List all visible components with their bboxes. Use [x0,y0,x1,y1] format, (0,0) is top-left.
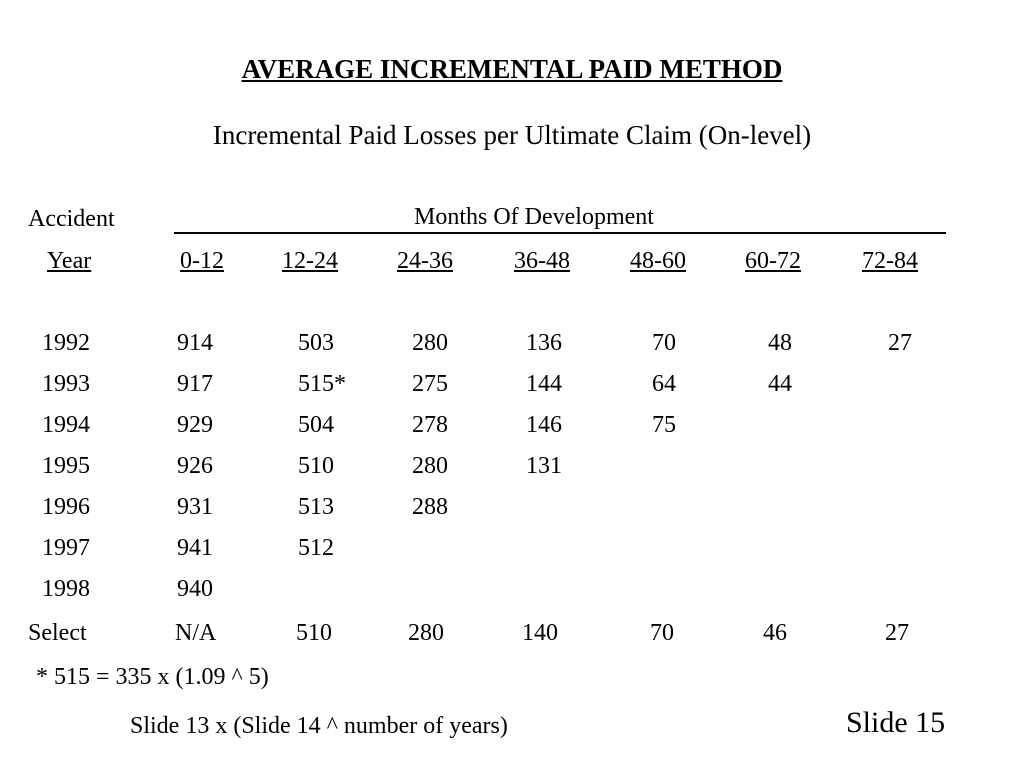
select-label: Select [28,620,87,646]
table-cell: 288 [412,494,448,520]
select-cell: 46 [763,620,787,646]
table-cell: 136 [526,330,562,356]
column-header: 36-48 [514,248,570,274]
table-cell: 504 [298,412,334,438]
table-cell: 503 [298,330,334,356]
column-header: 72-84 [862,248,918,274]
year-header: Year [47,248,92,274]
table-cell: 275 [412,371,448,397]
accident-year: 1993 [42,371,90,397]
table-cell: 280 [412,453,448,479]
table-cell: 929 [177,412,213,438]
table-cell: 27 [888,330,912,356]
months-header-rule [174,232,946,234]
accident-year: 1997 [42,535,90,561]
page-title: AVERAGE INCREMENTAL PAID METHOD [241,54,783,84]
table-cell: 941 [177,535,213,561]
table-cell: 914 [177,330,213,356]
accident-header: Accident [28,206,115,232]
table-cell: 144 [526,371,562,397]
table-cell: 926 [177,453,213,479]
table-cell: 510 [298,453,334,479]
column-header: 24-36 [397,248,453,274]
column-header: 12-24 [282,248,338,274]
select-cell: 510 [296,620,332,646]
table-cell: 278 [412,412,448,438]
table-cell: 940 [177,576,213,602]
table-cell: 280 [412,330,448,356]
column-header: 0-12 [180,248,224,274]
accident-year: 1995 [42,453,90,479]
column-header: 60-72 [745,248,801,274]
select-cell: 280 [408,620,444,646]
slide-number: Slide 15 [846,706,946,739]
footnote: * 515 = 335 x (1.09 ^ 5) [36,664,269,690]
table-cell: 64 [652,371,676,397]
column-header: 48-60 [630,248,686,274]
select-cell: N/A [175,620,217,646]
table-cell: 931 [177,494,213,520]
select-cell: 27 [885,620,909,646]
table-cell: 512 [298,535,334,561]
months-header: Months Of Development [410,204,658,231]
table-cell: 515* [298,371,346,397]
accident-year: 1992 [42,330,90,356]
select-cell: 140 [522,620,558,646]
formula-note: Slide 13 x (Slide 14 ^ number of years) [130,713,508,739]
table-cell: 131 [526,453,562,479]
table-cell: 70 [652,330,676,356]
table-cell: 44 [768,371,792,397]
select-cell: 70 [650,620,674,646]
page-subtitle: Incremental Paid Losses per Ultimate Claim (On-level) [212,120,812,150]
table-cell: 513 [298,494,334,520]
accident-year: 1996 [42,494,90,520]
accident-year: 1994 [42,412,90,438]
table-cell: 146 [526,412,562,438]
accident-year: 1998 [42,576,90,602]
table-cell: 48 [768,330,792,356]
table-cell: 917 [177,371,213,397]
table-cell: 75 [652,412,676,438]
